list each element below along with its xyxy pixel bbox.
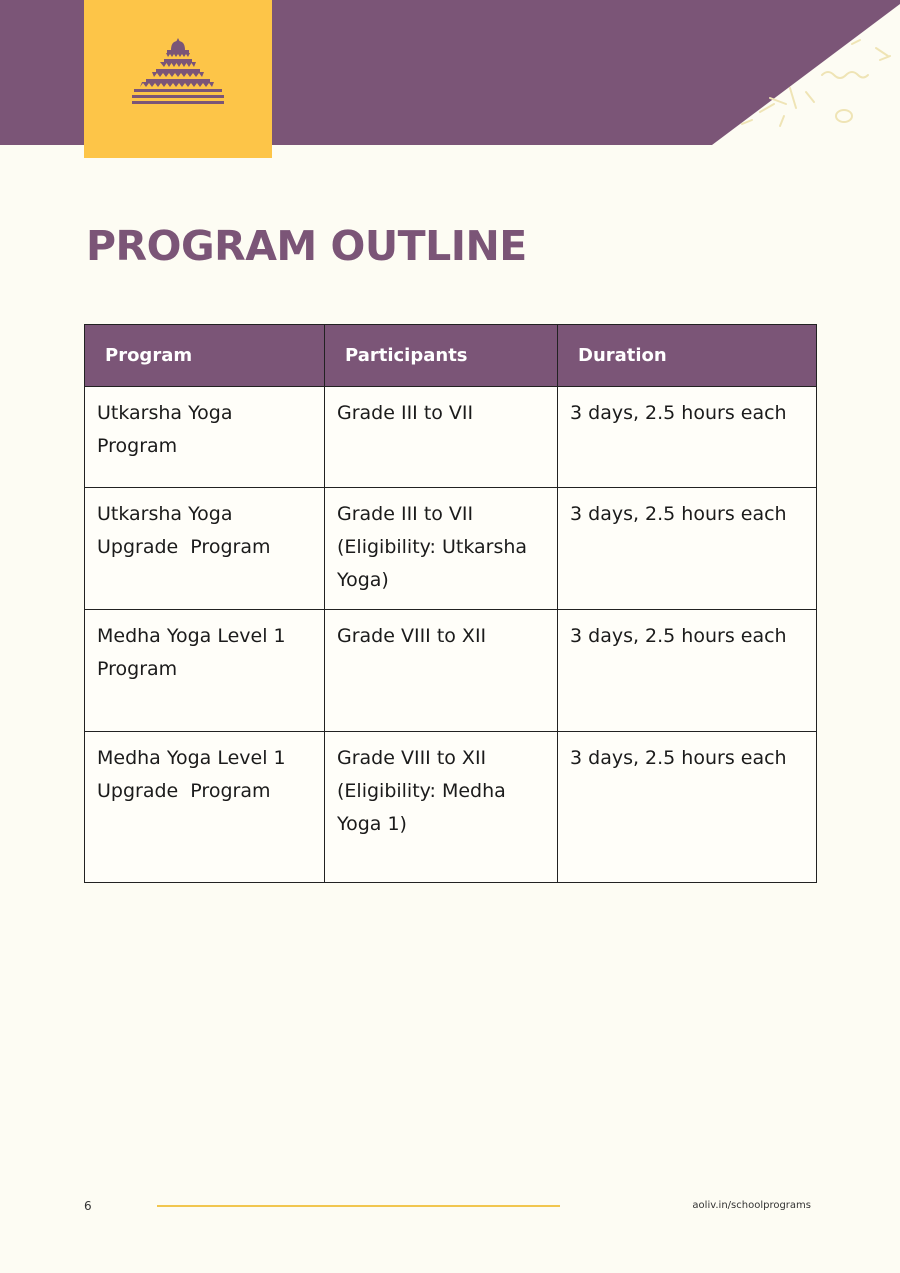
table-header-row xyxy=(85,325,817,387)
participants-cell xyxy=(325,488,558,610)
column-header-program: Program xyxy=(85,325,325,387)
column-header-duration: Duration xyxy=(558,325,817,387)
program-line: Program xyxy=(97,435,178,457)
participants-line: Grade VIII to XII xyxy=(337,625,487,647)
program-line: Upgrade Program xyxy=(97,780,271,802)
program-outline-table xyxy=(84,324,817,883)
program-cell xyxy=(85,610,325,732)
participants-cell xyxy=(325,732,558,883)
logo-box xyxy=(84,0,272,158)
participants-line: Yoga) xyxy=(337,569,389,591)
duration-cell xyxy=(558,732,817,883)
duration-cell xyxy=(558,488,817,610)
duration-cell xyxy=(558,387,817,488)
page-number: 6 xyxy=(84,1199,92,1213)
page-title: PROGRAM OUTLINE xyxy=(86,222,527,270)
duration-text: 3 days, 2.5 hours each xyxy=(570,402,787,424)
program-cell xyxy=(85,732,325,883)
participants-line: Grade VIII to XII xyxy=(337,747,487,769)
participants-line: (Eligibility: Medha xyxy=(337,780,506,802)
participants-cell xyxy=(325,387,558,488)
participants-line: Yoga 1) xyxy=(337,813,407,835)
temple-tiers-icon xyxy=(130,36,226,108)
footer-divider xyxy=(157,1205,560,1207)
program-line: Medha Yoga Level 1 xyxy=(97,625,286,647)
program-cell xyxy=(85,488,325,610)
participants-line: Grade III to VII xyxy=(337,402,474,424)
duration-text: 3 days, 2.5 hours each xyxy=(570,503,787,525)
participants-line: Grade III to VII xyxy=(337,503,474,525)
table-row xyxy=(85,387,817,488)
duration-text: 3 days, 2.5 hours each xyxy=(570,747,787,769)
program-cell xyxy=(85,387,325,488)
participants-line: (Eligibility: Utkarsha xyxy=(337,536,528,558)
program-line: Program xyxy=(97,658,178,680)
table-row xyxy=(85,610,817,732)
table-row xyxy=(85,488,817,610)
column-header-participants: Participants xyxy=(325,325,558,387)
participants-cell xyxy=(325,610,558,732)
duration-text: 3 days, 2.5 hours each xyxy=(570,625,787,647)
table-row xyxy=(85,732,817,883)
footer-url: aoliv.in/schoolprograms xyxy=(692,1200,811,1211)
program-line: Medha Yoga Level 1 xyxy=(97,747,286,769)
program-line: Utkarsha Yoga xyxy=(97,402,233,424)
program-line: Upgrade Program xyxy=(97,536,271,558)
duration-cell xyxy=(558,610,817,732)
program-line: Utkarsha Yoga xyxy=(97,503,233,525)
